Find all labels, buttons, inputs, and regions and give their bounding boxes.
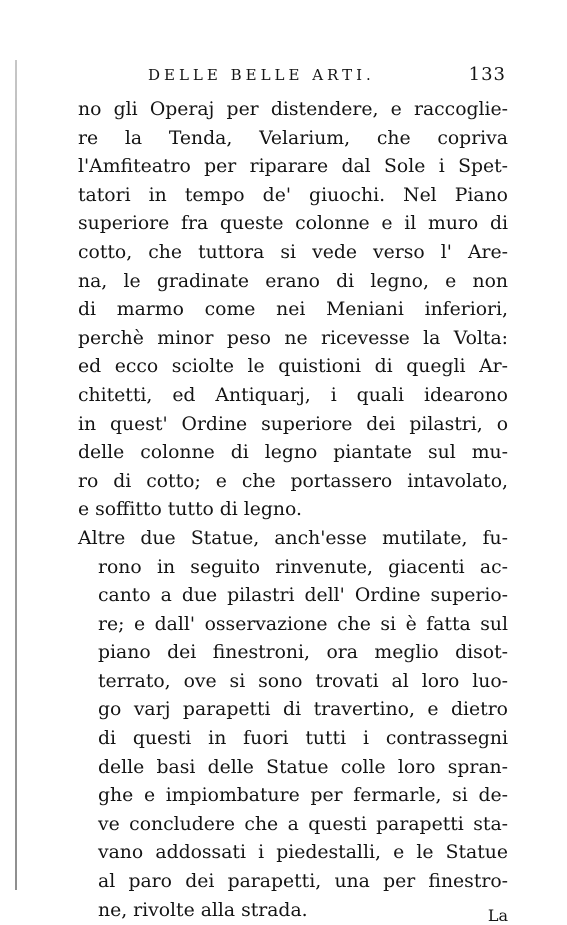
text-line: na, le gradinate erano di legno, e non [78,270,508,292]
text-line: Altre due Statue, anch'esse mutilate, fu- [78,527,508,549]
running-head-title: DELLE BELLE ARTI. [148,66,375,84]
book-page [78,60,508,925]
text-line: re la Tenda, Velarium, che copriva [78,127,508,149]
text-line: chitetti, ed Antiquarj, i quali idearono [78,384,508,406]
text-line: terrato, ove si sono trovati al loro luo- [98,670,508,692]
text-line: re; e dall' osservazione che si è fatta sul [98,613,508,635]
page-gutter-shadow [15,60,17,890]
text-line: delle basi delle Statue colle loro spran- [98,756,508,778]
paragraph-1 [78,96,508,525]
text-line: tatori in tempo de' giuochi. Nel Piano [78,184,508,206]
text-line: cotto, che tuttora si vede verso l' Are- [78,241,508,263]
text-line: piano dei finestroni, ora meglio disot- [98,642,508,664]
text-line: di marmo come nei Meniani inferiori, [78,299,508,321]
paragraph-2 [78,525,508,925]
text-line: no gli Operaj per distendere, e raccoglie- [78,99,508,120]
catchword: La [487,906,508,925]
text-line: perchè minor peso ne ricevesse la Volta: [78,327,508,349]
text-line: go varj parapetti di travertino, e dietro [98,699,508,721]
text-line: e soffitto tutto di legno. [78,499,302,521]
text-line: ghe e impiombature per fermarle, si de- [98,785,508,807]
text-line: ro di cotto; e che portassero intavolato, [78,470,508,492]
text-line: l'Amfiteatro per riparare dal Sole i Spet- [78,156,508,178]
text-line: ed ecco sciolte le quistioni di quegli Ar- [78,356,508,378]
page-number: 133 [468,64,506,85]
text-line: vano addossati i piedestalli, e le Statue [98,842,508,864]
text-line: in quest' Ordine superiore dei pilastri, o [78,413,508,435]
text-line: ne, rivolte alla strada. [98,899,308,921]
text-line: al paro dei parapetti, una per finestro- [98,871,508,893]
text-line: ve concludere che a questi parapetti sta- [98,813,508,835]
final-row [78,897,508,925]
text-line: canto a due pilastri dell' Ordine superio- [98,585,508,607]
text-line: superiore fra queste colonne e il muro di [78,213,508,235]
text-line: delle colonne di legno piantate sul mu- [78,442,508,464]
text-line: di questi in fuori tutti i contrassegni [98,728,508,750]
running-head [78,60,508,96]
text-line: rono in seguito rinvenute, giacenti ac- [98,556,508,578]
